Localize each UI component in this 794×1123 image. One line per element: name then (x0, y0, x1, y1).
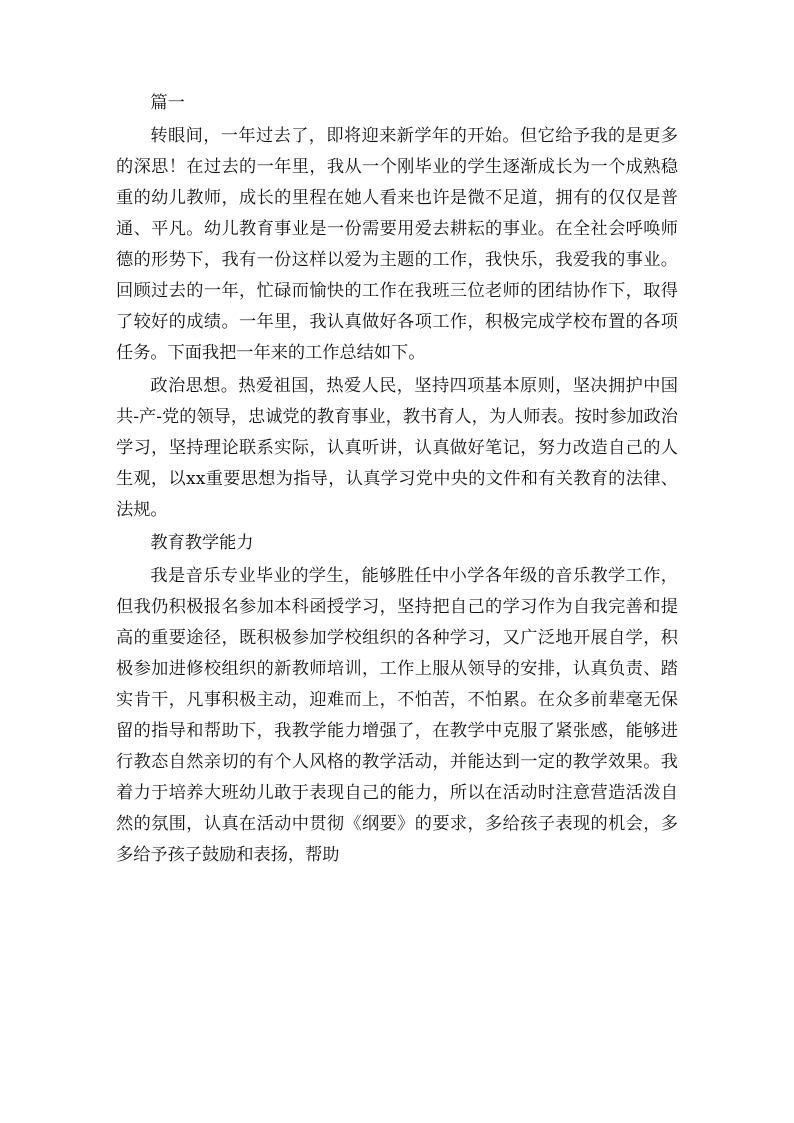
section-title: 篇一 (150, 93, 185, 113)
ability-heading: 教育教学能力 (150, 533, 254, 553)
politics-paragraph: 政治思想。热爱祖国，热爱人民，坚持四项基本原则，坚决拥护中国共-产-党的领导，忠诚党的教育事业，教书育人，为人师表。按时参加政治学习，坚持理论联系实际，认真听讲，认真做好笔记，努力改造自己的人生观，以xx重要思想为指导，认真学习党中央的文件和有关教育的法律、法规。 (116, 376, 678, 520)
ability-paragraph: 我是音乐专业毕业的学生，能够胜任中小学各年级的音乐教学工作，但我仍积极报名参加本科函授学习，坚持把自己的学习作为自我完善和提高的重要途径，既积极参加学校组织的各种学习，又广泛地开展自学，积极参加进修校组织的新教师培训，工作上服从领导的安排，认真负责、踏实肯干，凡事积极主动，迎难而上，不怕苦，不怕累。在众多前辈毫无保留的指导和帮助下，我教学能力增强了，在教学中克服了紧张感，能够进行教态自然亲切的有个人风格的教学活动，并能达到一定的教学效果。我着力于培养大班幼儿敢于表现自己的能力，所以在活动时注意营造活泼自然的氛围，认真在活动中贯彻《纲要》的要求，多给孩子表现的机会，多多给予孩子鼓励和表扬，帮助 (116, 566, 678, 865)
intro-paragraph: 转眼间，一年过去了，即将迎来新学年的开始。但它给予我的是更多的深思！在过去的一年里，我从一个刚毕业的学生逐渐成长为一个成熟稳重的幼儿教师，成长的里程在她人看来也许是微不足道，拥有的仅仅是普通、平凡。幼儿教育事业是一份需要用爱去耕耘的事业。在全社会呼唤师德的形势下，我有一份这样以爱为主题的工作，我快乐，我爱我的事业。回顾过去的一年，忙碌而愉快的工作在我班三位老师的团结协作下，取得了较好的成绩。一年里，我认真做好各项工作，积极完成学校布置的各项任务。下面我把一年来的工作总结如下。 (116, 126, 678, 363)
document-body (116, 88, 678, 871)
